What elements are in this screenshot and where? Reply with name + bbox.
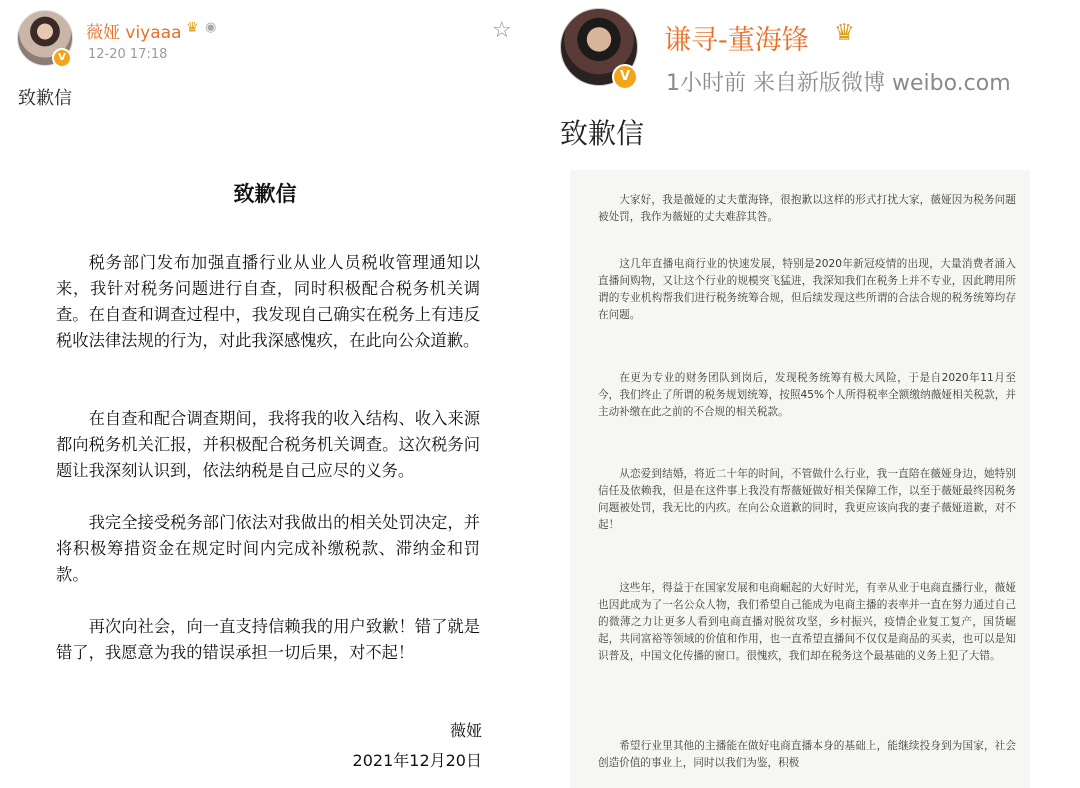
- letter-paragraph: 我完全接受税务部门依法对我做出的相关处罚决定，并将积极筹措资金在规定时间内完成补缴税款、滞纳金和罚款。: [56, 513, 480, 584]
- right-weibo-post: [540, 0, 1080, 788]
- letter-paragraph: 这几年直播电商行业的快速发展，特别是2020年新冠疫情的出现，大量消费者涌入直播间购物，又让这个行业的规模突飞猛进，我深知我们在税务上并不专业，因此聘用所谓的专业机构帮我们进行税务统筹合规，但后续发现这些所谓的合法合规的税务统筹均存在问题。: [598, 258, 1016, 321]
- apology-letter-image[interactable]: [570, 170, 1030, 788]
- letter-signature: 薇娅: [449, 721, 482, 740]
- crown-icon: ♛: [834, 20, 855, 46]
- letter-paragraph: 希望行业里其他的主播能在做好电商直播本身的基础上，能继续投身到为国家，社会创造价值的事业上，同时以我们为鉴，积极: [598, 740, 1016, 769]
- username[interactable]: 薇娅 viyaaa: [86, 23, 182, 43]
- post-timestamp[interactable]: 12-20 17:18: [88, 47, 168, 62]
- letter-paragraph: 在更为专业的财务团队到岗后，发现税务统筹有极大风险，于是自2020年11月至今，我们终止了所谓的税务规划统筹，按照45%个人所得税率全额缴纳薇娅相关税款，并主动补缴在此之前的不合规的相关税款。: [598, 372, 1016, 418]
- post-text: 致歉信: [18, 88, 72, 109]
- letter-title: 致歉信: [233, 182, 297, 206]
- verified-badge: V: [52, 48, 72, 68]
- favorite-star-icon[interactable]: ☆: [492, 18, 512, 43]
- letter-paragraph: 大家好，我是薇娅的丈夫董海锋，很抱歉以这样的形式打扰大家，薇娅因为税务问题被处罚，我作为薇娅的丈夫难辞其咎。: [598, 194, 1016, 223]
- letter-paragraph: 税务部门发布加强直播行业从业人员税收管理通知以来，我针对税务问题进行自查，同时积极配合税务机关调查。在自查和调查过程中，我发现自己确实在税务上有违反税收法律法规的行为，对此我深感愧疚，在此向公众道歉。: [56, 253, 480, 350]
- letter-paragraph: 在自查和配合调查期间，我将我的收入结构、收入来源都向税务机关汇报，并积极配合税务机关调查。这次税务问题让我深刻认识到，依法纳税是自己应尽的义务。: [56, 409, 480, 480]
- crown-icon: ♛: [186, 20, 199, 36]
- post-meta[interactable]: 1小时前 来自新版微博 weibo.com: [666, 71, 1011, 96]
- medal-icon: ◉: [205, 20, 217, 35]
- verified-badge: V: [612, 64, 638, 90]
- letter-paragraph: 这些年，得益于在国家发展和电商崛起的大好时光，有幸从业于电商直播行业，薇娅也因此成为了一名公众人物，我们希望自己能成为电商主播的表率并一直在努力通过自己的微薄之力让更多人看到电商直播对脱贫攻坚，乡村振兴，疫情企业复工复产，国货崛起，共同富裕等领域的价值和作用，也一直希望直播间不仅仅是商品的买卖，也可以是知识普及，中国文化传播的窗口。很愧疚，我们却在税务这个最基础的义务上犯了大错。: [598, 582, 1016, 662]
- letter-paragraph: 再次向社会，向一直支持信赖我的用户致歉！错了就是错了，我愿意为我的错误承担一切后果，对不起！: [56, 617, 480, 662]
- username[interactable]: 谦寻-董海锋: [664, 25, 809, 56]
- letter-paragraph: 从恋爱到结婚，将近二十年的时间，不管做什么行业，我一直陪在薇娅身边，她特别信任及依赖我，但是在这件事上我没有帮薇娅做好相关保障工作，以至于薇娅最终因税务问题被处罚，我无比的内疚。在向公众道歉的同时，我更应该向我的妻子薇娅道歉，对不起！: [598, 468, 1016, 531]
- letter-date: 2021年12月20日: [352, 751, 482, 770]
- post-text: 致歉信: [560, 117, 645, 150]
